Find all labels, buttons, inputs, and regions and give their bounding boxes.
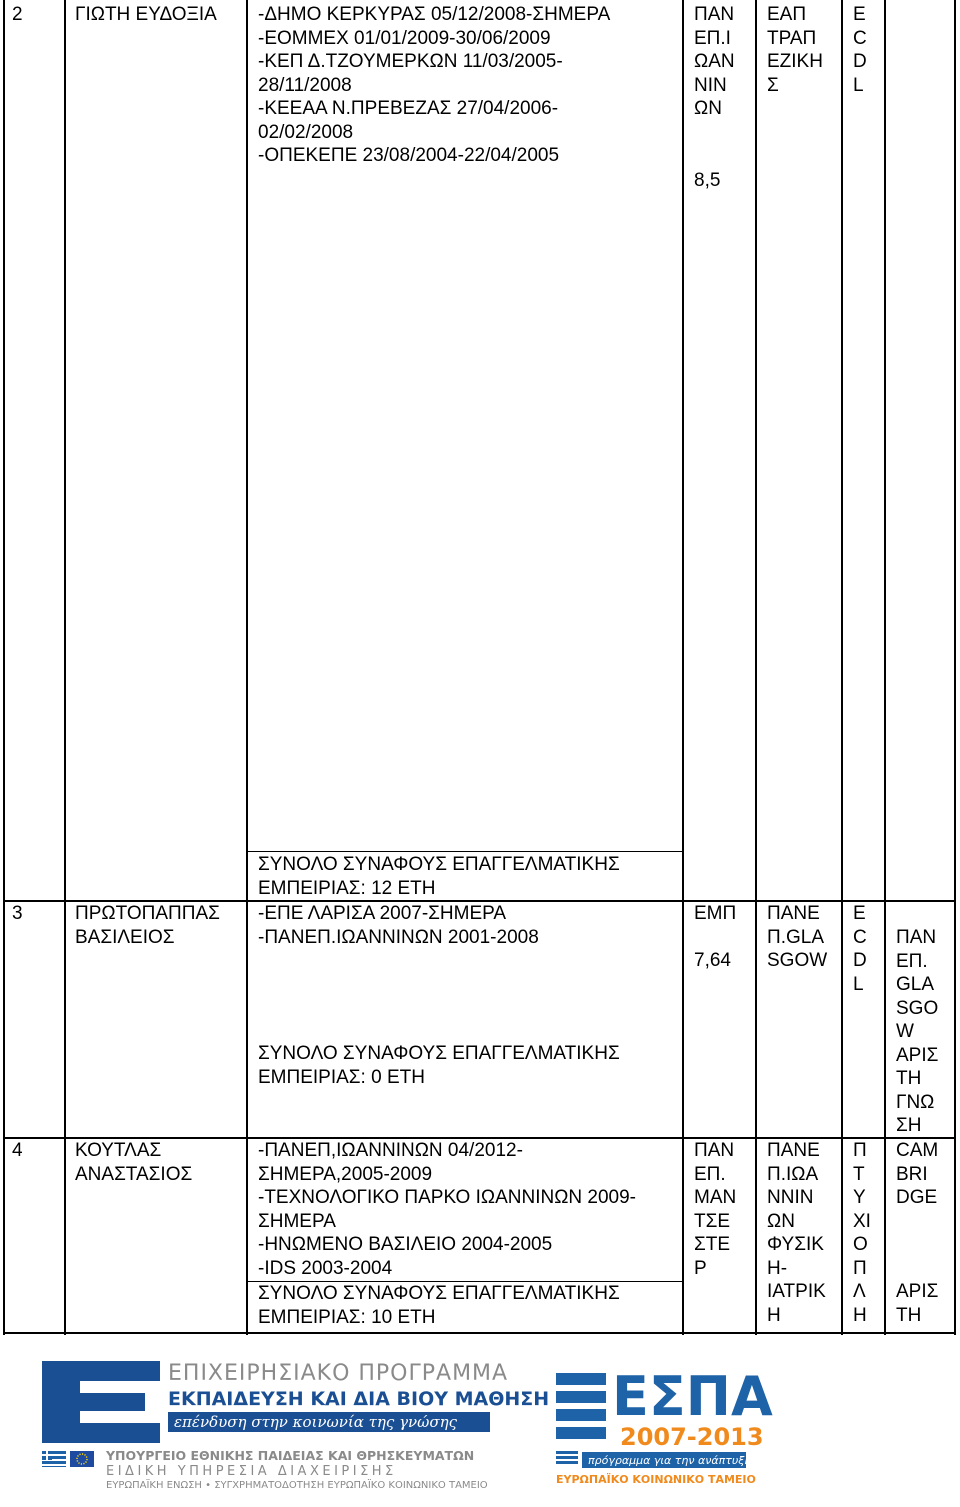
espa-logo — [556, 1365, 773, 1486]
cofund-text: ΕΥΡΩΠΑΪΚΗ ΕΝΩΣΗ • ΣΥΓΧΡΗΜΑΤΟΔΟΤΗΣΗ ΕΥΡΩΠΑΪΚΟ ΚΟΙΝΩΝΙΚΟ ΤΑΜΕΙΟ — [106, 1480, 488, 1491]
column-divider — [755, 0, 757, 1335]
greek-flag-icon — [42, 1451, 66, 1467]
language-cert: Π Τ Υ ΧΙ Ο Π Λ Η — [853, 1140, 871, 1326]
degree-institution: ΠΑΝ ΕΠ.Ι ΩΑΝ ΝΙΝ ΩΝ — [694, 4, 735, 119]
degree-institution: ΕΜΠ — [694, 903, 737, 924]
person-name: ΓΙΩΤΗ ΕΥΔΟΞΙΑ — [75, 4, 217, 25]
degree-institution: ΠΑΝ ΕΠ. ΜΑΝ ΤΣΕ ΣΤΕ Ρ — [694, 1140, 737, 1279]
column-divider — [246, 0, 248, 1335]
degree-grade: 8,5 — [694, 170, 721, 191]
postgraduate-mark: ΑΡΙΣ ΤΗ — [896, 1281, 939, 1326]
eu-flag-icon — [70, 1451, 94, 1467]
row-number: 4 — [12, 1140, 23, 1161]
column-divider — [682, 0, 684, 1335]
language-cert: E C D L — [853, 4, 867, 96]
espa-title: ΕΣΠΑ — [612, 1365, 773, 1428]
degree-field: ΠΑΝΕ Π.GLA SGOW — [767, 903, 828, 971]
espa-tagline: πρόγραμμα για την ανάπτυξη — [588, 1454, 752, 1467]
cell-inner-divider — [246, 851, 683, 852]
greek-flag-icon — [556, 1451, 578, 1466]
experience-total: ΣΥΝΟΛΟ ΣΥΝΑΦΟΥΣ ΕΠΑΓΓΕΛΜΑΤΙΚΗΣ ΕΜΠΕΙΡΙΑΣ: 0 ΕΤΗ — [258, 1043, 620, 1088]
table-border-right — [954, 0, 956, 1335]
person-name: ΚΟΥΤΛΑΣ ΑΝΑΣΤΑΣΙΟΣ — [75, 1140, 193, 1185]
postgraduate: ΠΑΝ ΕΠ. GLA SGO W ΑΡΙΣ ΤΗ ΓΝΩ ΣΗ — [896, 927, 939, 1136]
postgraduate: CAM BRI DGE — [896, 1140, 939, 1208]
program-slogan: επένδυση στην κοινωνία της γνώσης — [174, 1413, 458, 1431]
managing-service: ΕΙΔΙΚΗ ΥΠΗΡΕΣΙΑ ΔΙΑΧΕΙΡΙΣΗΣ — [106, 1464, 397, 1479]
work-experience: -ΕΠΕ ΛΑΡΙΣΑ 2007-ΣΗΜΕΡΑ -ΠΑΝΕΠ.ΙΩΑΝΝΙΝΩΝ 2001-2008 — [258, 903, 539, 948]
experience-total: ΣΥΝΟΛΟ ΣΥΝΑΦΟΥΣ ΕΠΑΓΓΕΛΜΑΤΙΚΗΣ ΕΜΠΕΙΡΙΑΣ: 10 ΕΤΗ — [258, 1283, 620, 1328]
person-name: ΠΡΩΤΟΠΑΠΠΑΣ ΒΑΣΙΛΕΙΟΣ — [75, 903, 220, 948]
program-title-line2: ΕΚΠΑΙΔΕΥΣΗ ΚΑΙ ΔΙΑ ΒΙΟΥ ΜΑΘΗΣΗ — [168, 1388, 550, 1410]
column-divider — [841, 0, 843, 1335]
program-logo — [42, 1361, 549, 1491]
table-border-bottom — [3, 1332, 956, 1334]
experience-total: ΣΥΝΟΛΟ ΣΥΝΑΦΟΥΣ ΕΠΑΓΓΕΛΜΑΤΙΚΗΣ ΕΜΠΕΙΡΙΑΣ: 12 ΕΤΗ — [258, 854, 620, 899]
degree-grade: 7,64 — [694, 950, 731, 971]
table-border-left — [3, 0, 5, 1335]
row-number: 2 — [12, 4, 23, 25]
program-title-line1: ΕΠΙΧΕΙΡΗΣΙΑΚΟ ΠΡΟΓΡΑΜΜΑ — [168, 1361, 509, 1386]
language-cert: E C D L — [853, 903, 867, 995]
espa-years: 2007-2013 — [620, 1423, 764, 1451]
espa-fund: ΕΥΡΩΠΑΪΚΟ ΚΟΙΝΩΝΙΚΟ ΤΑΜΕΙΟ — [556, 1473, 756, 1486]
column-divider — [64, 0, 66, 1335]
work-experience: -ΔΗΜΟ ΚΕΡΚΥΡΑΣ 05/12/2008-ΣΗΜΕΡΑ -ΕΟΜΜΕΧ 01/01/2009-30/06/2009 -ΚΕΠ Δ.ΤΖΟΥΜΕΡΚΩΝ 11/03/2005- 28/11/2008 -ΚΕΕΑΑ Ν.ΠΡΕΒΕΖΑΣ 27/04/2006- 02/02/2008 -ΟΠΕΚΕΠΕ 23/08/2004-22/04/2005 — [258, 4, 611, 166]
degree-field: ΕΑΠ ΤΡΑΠ ΕΖΙΚΗ Σ — [767, 4, 823, 96]
row-number: 3 — [12, 903, 23, 924]
work-experience: -ΠΑΝΕΠ,ΙΩΑΝΝΙΝΩΝ 04/2012- ΣΗΜΕΡΑ,2005-2009 -ΤΕΧΝΟΛΟΓΙΚΟ ΠΑΡΚΟ ΙΩΑΝΝΙΝΩΝ 2009- ΣΗΜΕΡΑ -ΗΝΩΜΕΝΟ ΒΑΣΙΛΕΙΟ 2004-2005 -IDS 2003-2004 — [258, 1140, 637, 1279]
degree-field: ΠΑΝΕ Π.ΙΩΑ ΝΝΙΝ ΩΝ ΦΥΣΙΚ Η- ΙΑΤΡΙΚ Η — [767, 1140, 826, 1326]
funding-logos-banner — [0, 1335, 960, 1507]
ministry-name: ΥΠΟΥΡΓΕΙΟ ΕΘΝΙΚΗΣ ΠΑΙΔΕΙΑΣ ΚΑΙ ΘΡΗΣΚΕΥΜΑΤΩΝ — [106, 1448, 475, 1463]
column-divider — [884, 0, 886, 1335]
